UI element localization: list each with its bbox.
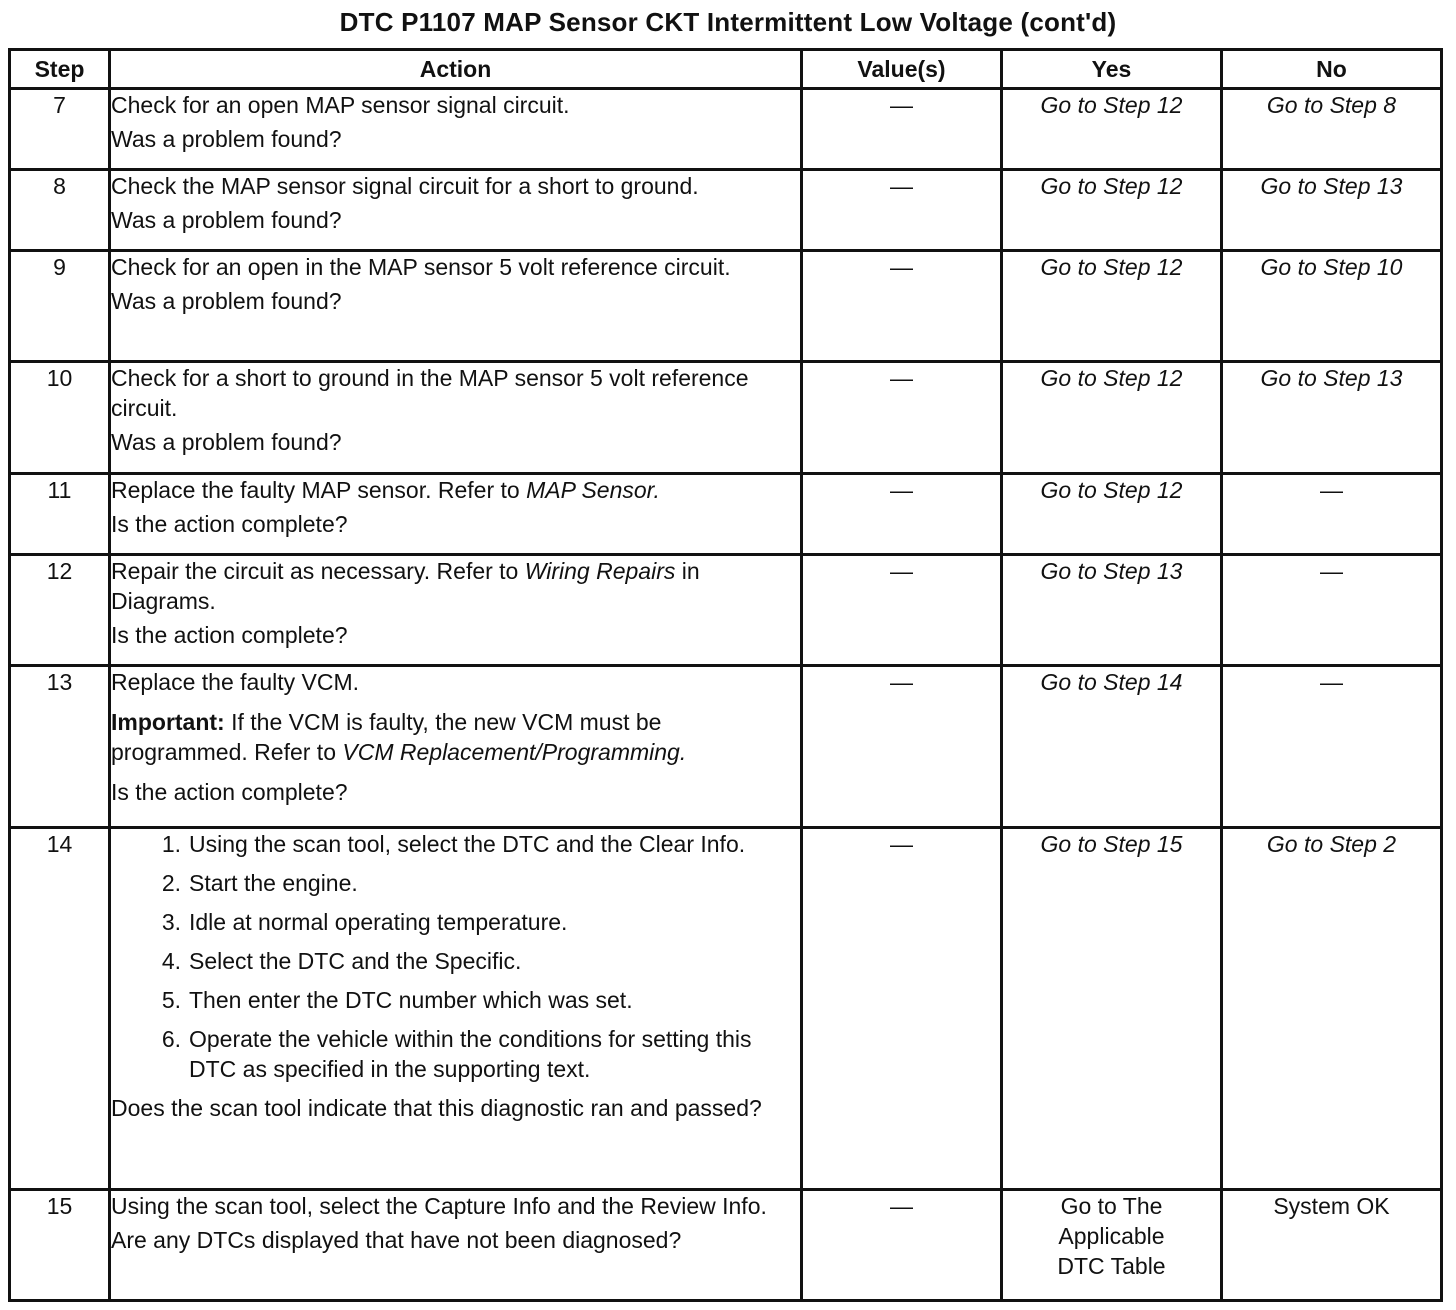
important-text: If the VCM is faulty, the new VCM must be programmed. Refer to [111, 709, 662, 765]
value-cell: — [802, 474, 1002, 555]
header-no: No [1222, 50, 1442, 89]
yes-cell [1002, 170, 1222, 251]
header-step: Step [10, 50, 110, 89]
list-item [141, 1024, 800, 1084]
important-label: Important: [111, 709, 225, 735]
yes-result: Go to Step 12 [1040, 254, 1183, 280]
action-cell [110, 666, 802, 828]
no-result: — [1320, 558, 1343, 584]
value-cell: — [802, 89, 1002, 170]
no-result: Go to Step 13 [1260, 173, 1403, 199]
list-number: 5. [161, 987, 181, 1013]
list-number: 2. [161, 870, 181, 896]
yes-result: Go to Step 12 [1040, 477, 1183, 503]
list-text: Then enter the DTC number which was set. [189, 987, 633, 1013]
table-row [10, 362, 1442, 474]
yes-cell [1002, 555, 1222, 666]
list-item [141, 907, 800, 937]
action-reference: Wiring Repairs [524, 558, 676, 584]
action-reference: MAP Sensor. [526, 477, 660, 503]
list-item [141, 985, 800, 1015]
step-number: 10 [10, 362, 110, 474]
important-reference: VCM Replacement/Programming. [342, 739, 687, 765]
yes-cell [1002, 362, 1222, 474]
action-text: Check for an open in the MAP sensor 5 volt reference circuit. [111, 254, 731, 280]
step-number: 11 [10, 474, 110, 555]
table-row [10, 251, 1442, 362]
no-cell [1222, 251, 1442, 362]
yes-cell [1002, 89, 1222, 170]
header-yes: Yes [1002, 50, 1222, 89]
action-question: Was a problem found? [111, 126, 342, 152]
table-row [10, 474, 1442, 555]
value-cell: — [802, 666, 1002, 828]
header-action: Action [110, 50, 802, 89]
value-cell: — [802, 555, 1002, 666]
list-text: Start the engine. [189, 870, 358, 896]
step-number: 12 [10, 555, 110, 666]
action-cell [110, 170, 802, 251]
value-cell: — [802, 828, 1002, 1190]
list-item [141, 829, 800, 859]
table-row [10, 89, 1442, 170]
yes-result-line: Applicable [1058, 1223, 1165, 1249]
no-result: Go to Step 13 [1260, 365, 1403, 391]
list-text: Idle at normal operating temperature. [189, 909, 568, 935]
action-cell [110, 1190, 802, 1301]
no-cell [1222, 555, 1442, 666]
step-number: 9 [10, 251, 110, 362]
no-cell [1222, 89, 1442, 170]
yes-result: Go to Step 12 [1040, 365, 1183, 391]
step-number: 7 [10, 89, 110, 170]
table-row [10, 555, 1442, 666]
yes-result-line: DTC Table [1057, 1253, 1166, 1279]
step-number: 15 [10, 1190, 110, 1301]
yes-result: Go to Step 13 [1040, 558, 1183, 584]
no-result: Go to Step 8 [1266, 92, 1397, 118]
no-result: Go to Step 10 [1260, 254, 1403, 280]
no-cell [1222, 666, 1442, 828]
yes-result: Go to Step 15 [1040, 831, 1183, 857]
action-question: Does the scan tool indicate that this diagnostic ran and passed? [111, 1095, 762, 1121]
no-cell [1222, 474, 1442, 555]
list-text: Operate the vehicle within the conditions for setting this DTC as specified in the supporting text. [189, 1026, 752, 1082]
page-title: DTC P1107 MAP Sensor CKT Intermittent Low Voltage (cont'd) [339, 7, 1117, 37]
no-result: Go to Step 2 [1266, 831, 1397, 857]
no-cell [1222, 828, 1442, 1190]
yes-cell [1002, 666, 1222, 828]
table-row [10, 666, 1442, 828]
action-text: Check for a short to ground in the MAP sensor 5 volt reference circuit. [111, 365, 749, 421]
list-item [141, 946, 800, 976]
action-text-pre: Repair the circuit as necessary. Refer to [111, 558, 525, 584]
yes-cell [1002, 1190, 1222, 1301]
action-text: Using the scan tool, select the Capture Info and the Review Info. [111, 1193, 767, 1219]
action-text [111, 475, 800, 505]
action-cell [110, 251, 802, 362]
action-text: Replace the faulty VCM. [111, 669, 360, 695]
procedure-list [111, 829, 800, 1084]
no-result: System OK [1273, 1193, 1390, 1219]
no-result: — [1320, 669, 1343, 695]
value-cell: — [802, 362, 1002, 474]
list-number: 6. [161, 1026, 181, 1052]
yes-cell [1002, 828, 1222, 1190]
action-text: Check for an open MAP sensor signal circuit. [111, 92, 570, 118]
header-row [10, 50, 1442, 89]
action-cell [110, 362, 802, 474]
step-number: 8 [10, 170, 110, 251]
table-row [10, 828, 1442, 1190]
action-question: Was a problem found? [111, 429, 342, 455]
yes-result: Go to Step 14 [1040, 669, 1183, 695]
action-text-post: in Diagrams. [111, 558, 700, 614]
action-cell [110, 474, 802, 555]
list-text: Using the scan tool, select the DTC and the Clear Info. [189, 831, 746, 857]
yes-cell [1002, 251, 1222, 362]
table-row [10, 1190, 1442, 1301]
no-cell [1222, 362, 1442, 474]
yes-cell [1002, 474, 1222, 555]
no-cell [1222, 1190, 1442, 1301]
action-cell [110, 89, 802, 170]
list-number: 3. [161, 909, 181, 935]
action-question: Is the action complete? [111, 622, 348, 648]
table-row [10, 170, 1442, 251]
action-question: Is the action complete? [111, 511, 348, 537]
yes-result: Go to Step 12 [1040, 92, 1183, 118]
no-result: — [1320, 477, 1343, 503]
value-cell: — [802, 251, 1002, 362]
list-text: Select the DTC and the Specific. [189, 948, 522, 974]
action-text: Check the MAP sensor signal circuit for a short to ground. [111, 173, 699, 199]
important-note [111, 707, 800, 767]
action-text-pre: Replace the faulty MAP sensor. Refer to [111, 477, 527, 503]
value-cell: — [802, 1190, 1002, 1301]
step-number: 14 [10, 828, 110, 1190]
action-text [111, 556, 800, 616]
yes-result: Go to Step 12 [1040, 173, 1183, 199]
action-cell [110, 828, 802, 1190]
action-question: Are any DTCs displayed that have not been diagnosed? [111, 1227, 682, 1253]
yes-result-line: Go to The [1060, 1193, 1163, 1219]
list-item [141, 868, 800, 898]
no-cell [1222, 170, 1442, 251]
value-cell: — [802, 170, 1002, 251]
header-values: Value(s) [802, 50, 1002, 89]
list-number: 4. [161, 948, 181, 974]
action-question: Was a problem found? [111, 207, 342, 233]
list-number: 1. [161, 831, 181, 857]
diagnostic-table [8, 48, 1443, 1302]
action-cell [110, 555, 802, 666]
step-number: 13 [10, 666, 110, 828]
action-question: Was a problem found? [111, 288, 342, 314]
action-question: Is the action complete? [111, 779, 348, 805]
